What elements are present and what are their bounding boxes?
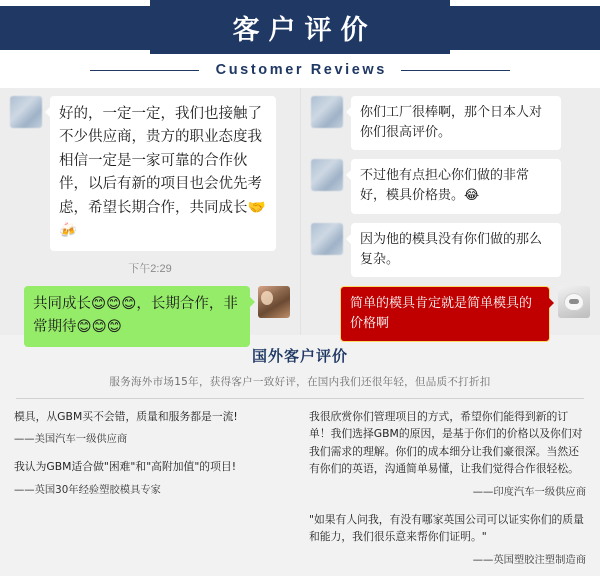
review-item (14, 408, 291, 445)
blurred-avatar (311, 159, 343, 191)
review-item (309, 511, 586, 566)
review-author: ——英国30年经验塑胶模具专家 (14, 483, 161, 496)
chat-message (311, 96, 590, 150)
chat-bubble: 因为他的模具没有你们做的那么复杂。 (351, 223, 561, 277)
review-author: ——美国汽车一级供应商 (14, 433, 128, 446)
user-photo-avatar (258, 286, 290, 318)
blurred-avatar (10, 96, 42, 128)
page-subtitle: Customer Reviews (199, 62, 401, 78)
chat-column-left (0, 88, 300, 335)
chat-column-right (300, 88, 600, 335)
cat-avatar (558, 286, 590, 318)
review-item (309, 408, 586, 498)
chat-message (311, 159, 590, 213)
chat-bubble: 共同成长😊😊😊，长期合作，非常期待😊😊😊 (24, 286, 250, 347)
chat-message (10, 96, 290, 251)
chat-bubble: 好的，一定一定，我们也接触了不少供应商，贵方的职业态度我相信一定是一家可靠的合作伙伴，以后有新的项目也会优先考虑，希望长期合作，共同成长🤝🍻 (50, 96, 276, 251)
review-author: ——印度汽车一级供应商 (472, 485, 586, 498)
page-header (0, 0, 600, 88)
overseas-reviews-section (0, 335, 600, 576)
blurred-avatar (311, 96, 343, 128)
chat-message (311, 286, 590, 342)
review-text: 我很欣赏你们管理项目的方式，希望你们能得到新的订单！我们选择GBM的原因，是基于你们的价格以及你们对我们需求的理解。你们的成本细分让我们豪很深。当然还有你们的英语，沟通简单易懂，让我们觉得合作很轻松。 (309, 410, 583, 476)
chat-bubble: 不过他有点担心你们做的非常好，模具价格贵。😂 (351, 159, 561, 213)
reviews-column-right (309, 408, 586, 579)
chat-message (311, 223, 590, 277)
reviews-subtitle: 服务海外市场15年，获得客户一致好评，在国内我们还很年轻，但品质不打折扣 (109, 376, 491, 388)
review-item (14, 458, 291, 495)
chat-screenshots-area (0, 88, 600, 335)
reviews-columns (0, 399, 600, 579)
chat-timestamp: 下午2:29 (128, 262, 172, 275)
review-author: ——英国塑胶注塑制造商 (472, 553, 586, 566)
review-text: 模具，从GBM买不会错，质量和服务都是一流! (14, 410, 238, 423)
page-title: 客户评价 (232, 14, 377, 46)
blurred-avatar (311, 223, 343, 255)
page-title-box (150, 0, 450, 54)
reviews-column-left (14, 408, 291, 579)
reviews-title: 国外客户评价 (251, 347, 348, 365)
chat-bubble: 简单的模具肯定就是简单模具的价格啊 (340, 286, 550, 342)
chat-message (10, 286, 290, 347)
chat-bubble: 你们工厂很棒啊，那个日本人对你们很高评价。 (351, 96, 561, 150)
review-text: "如果有人问我，有没有哪家英国公司可以证实你们的质量和能力，我们很乐意来帮你们证明。" (309, 512, 584, 544)
review-text: 我认为GBM适合做"困难"和"高附加值"的项目! (14, 460, 237, 474)
